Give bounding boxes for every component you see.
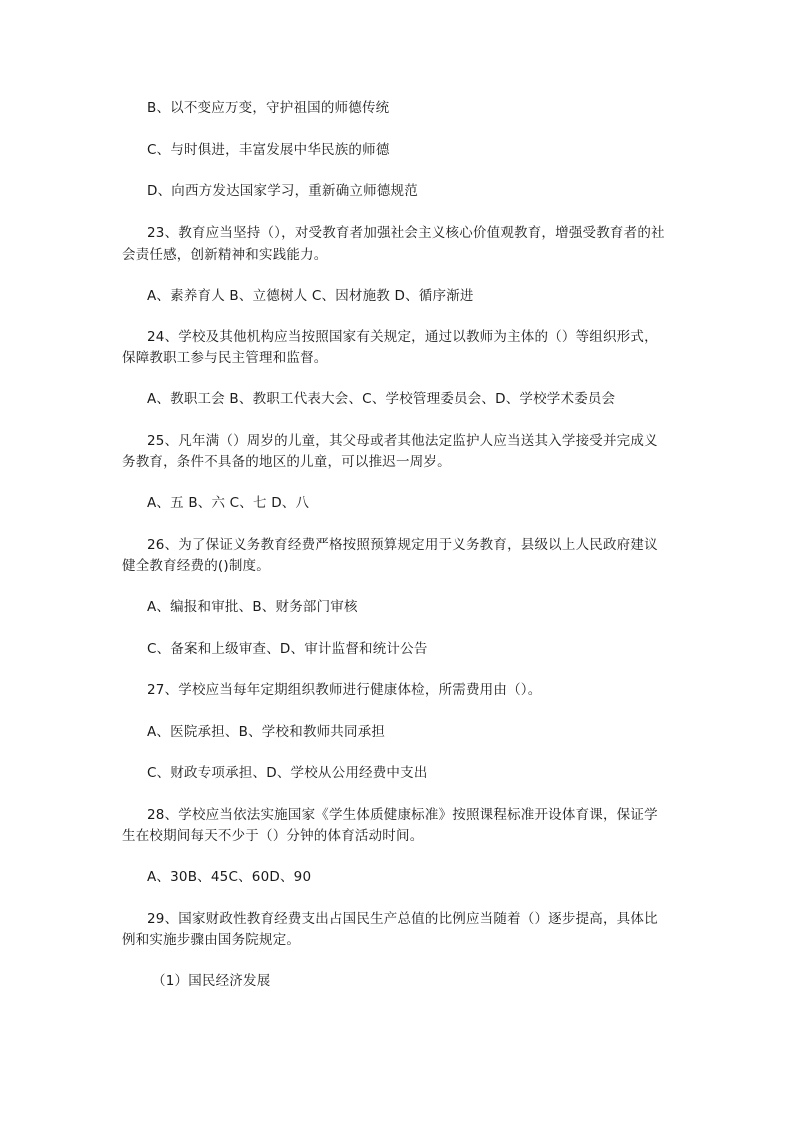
option-c-line: C、与时俱进，丰富发展中华民族的师德 bbox=[147, 142, 390, 158]
question-26-line2: 健全教育经费的()制度。 bbox=[122, 558, 270, 574]
question-27-options-ab: A、医院承担、B、学校和教师共同承担 bbox=[147, 724, 386, 740]
question-29-option-1: （1）国民经济发展 bbox=[152, 973, 271, 989]
question-28-line2: 生在校期间每天不少于（）分钟的体育活动时间。 bbox=[122, 828, 424, 844]
question-23-line2: 会责任感，创新精神和实践能力。 bbox=[122, 247, 328, 263]
option-d-line: D、向西方发达国家学习，重新确立师德规范 bbox=[147, 183, 418, 199]
question-25-line2: 务教育，条件不具备的地区的儿童，可以推迟一周岁。 bbox=[122, 454, 451, 470]
question-26-options-cd: C、备案和上级审查、D、审计监督和统计公告 bbox=[147, 641, 428, 657]
question-25-line1: 25、凡年满（）周岁的儿童，其父母或者其他法定监护人应当送其入学接受并完成义 bbox=[147, 433, 658, 449]
question-28-options: A、30B、45C、60D、90 bbox=[147, 869, 312, 885]
question-23-line1: 23、教育应当坚持（），对受教育者加强社会主义核心价值观教育，增强受教育者的社 bbox=[147, 225, 665, 241]
question-26-line1: 26、为了保证义务教育经费严格按照预算规定用于义务教育，县级以上人民政府建议 bbox=[147, 537, 658, 553]
question-26-options-ab: A、编报和审批、B、财务部门审核 bbox=[147, 599, 358, 615]
question-24-options: A、教职工会 B、教职工代表大会、C、学校管理委员会、D、学校学术委员会 bbox=[147, 391, 616, 407]
question-25-options: A、五 B、六 C、七 D、八 bbox=[147, 495, 310, 511]
question-28-line1: 28、学校应当依法实施国家《学生体质健康标准》按照课程标准开设体育课，保证学 bbox=[147, 807, 658, 823]
question-24-line1: 24、学校及其他机构应当按照国家有关规定，通过以教师为主体的（）等组织形式， bbox=[147, 329, 658, 345]
question-23-options: A、素养育人 B、立德树人 C、因材施教 D、循序渐进 bbox=[147, 288, 474, 304]
question-24-line2: 保障教职工参与民主管理和监督。 bbox=[122, 350, 328, 366]
question-29-line1: 29、国家财政性教育经费支出占国民生产总值的比例应当随着（）逐步提高，具体比 bbox=[147, 911, 658, 927]
question-27-options-cd: C、财政专项承担、D、学校从公用经费中支出 bbox=[147, 765, 428, 781]
question-27-line1: 27、学校应当每年定期组织教师进行健康体检，所需费用由（）。 bbox=[147, 682, 542, 698]
option-b-line: B、以不变应万变，守护祖国的师德传统 bbox=[147, 100, 390, 116]
question-29-line2: 例和实施步骤由国务院规定。 bbox=[122, 932, 301, 948]
